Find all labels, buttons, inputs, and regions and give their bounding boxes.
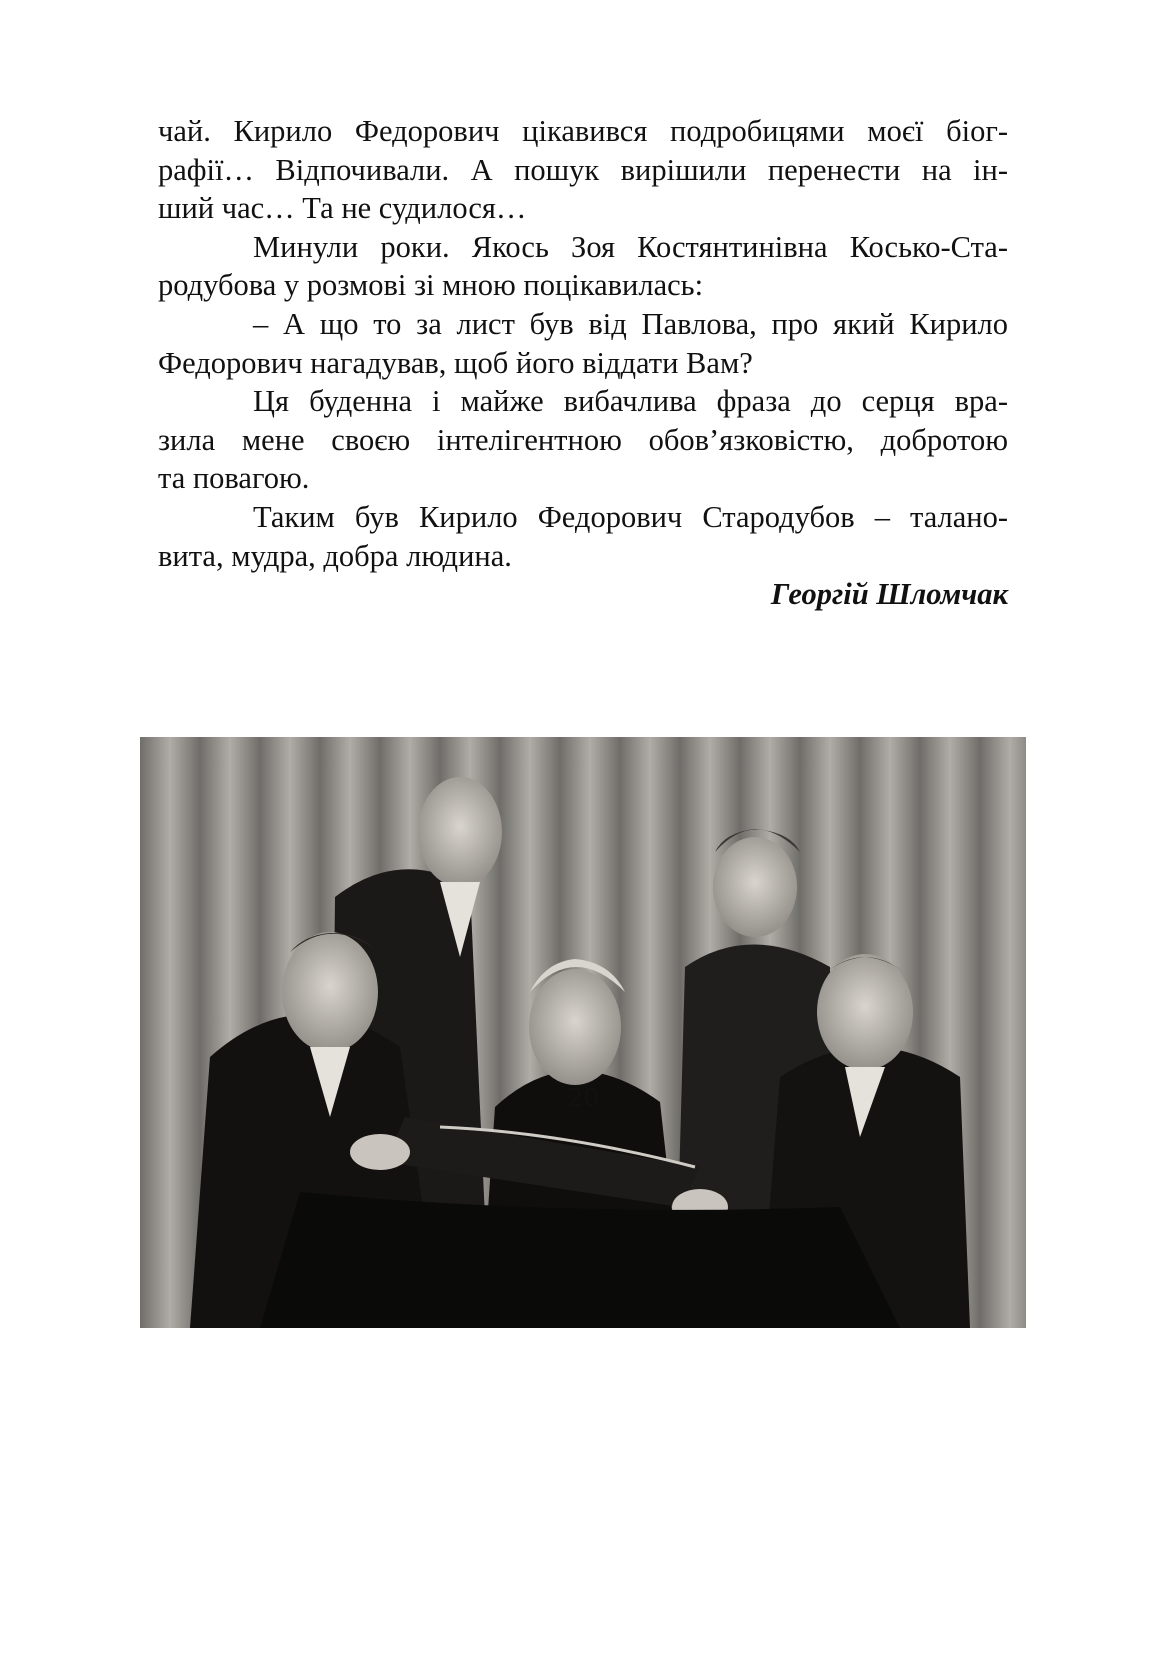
text-line: рафії… Відпочивали. А пошук вирішили перенести на ін- [158,152,1008,187]
text-line: Таким був Кирило Федорович Стародубов – талано- [253,499,1008,534]
text-line: та повагою. [158,461,310,496]
text-line: родубова у розмові зі мною поцікавилась: [158,268,704,303]
group-photo [140,737,1026,1328]
page-number: 20 [567,1083,599,1112]
text-line: чай. Кирило Федорович цікавився подробицями моєї біог- [158,114,1008,148]
text-line: Федорович нагадував, щоб його віддати Вам? [158,345,753,380]
text-line: вита, мудра, добра людина. [158,538,512,573]
text-line: Ця буденна і майже вибачлива фраза до серця вра- [253,384,1008,419]
text-line: Минули роки. Якось Зоя Костянтинівна Косько-Ста- [253,229,1008,264]
text-line: ший час… Та не судилося… [158,191,527,226]
text-line: зила мене своєю інтелігентною обов’язковістю, добротою [158,422,1008,457]
author-signature: Георгій Шломчак [770,577,1008,612]
text-line: – А що то за лист був від Павлова, про який Кирило [253,306,1008,341]
body-text [158,112,1008,614]
